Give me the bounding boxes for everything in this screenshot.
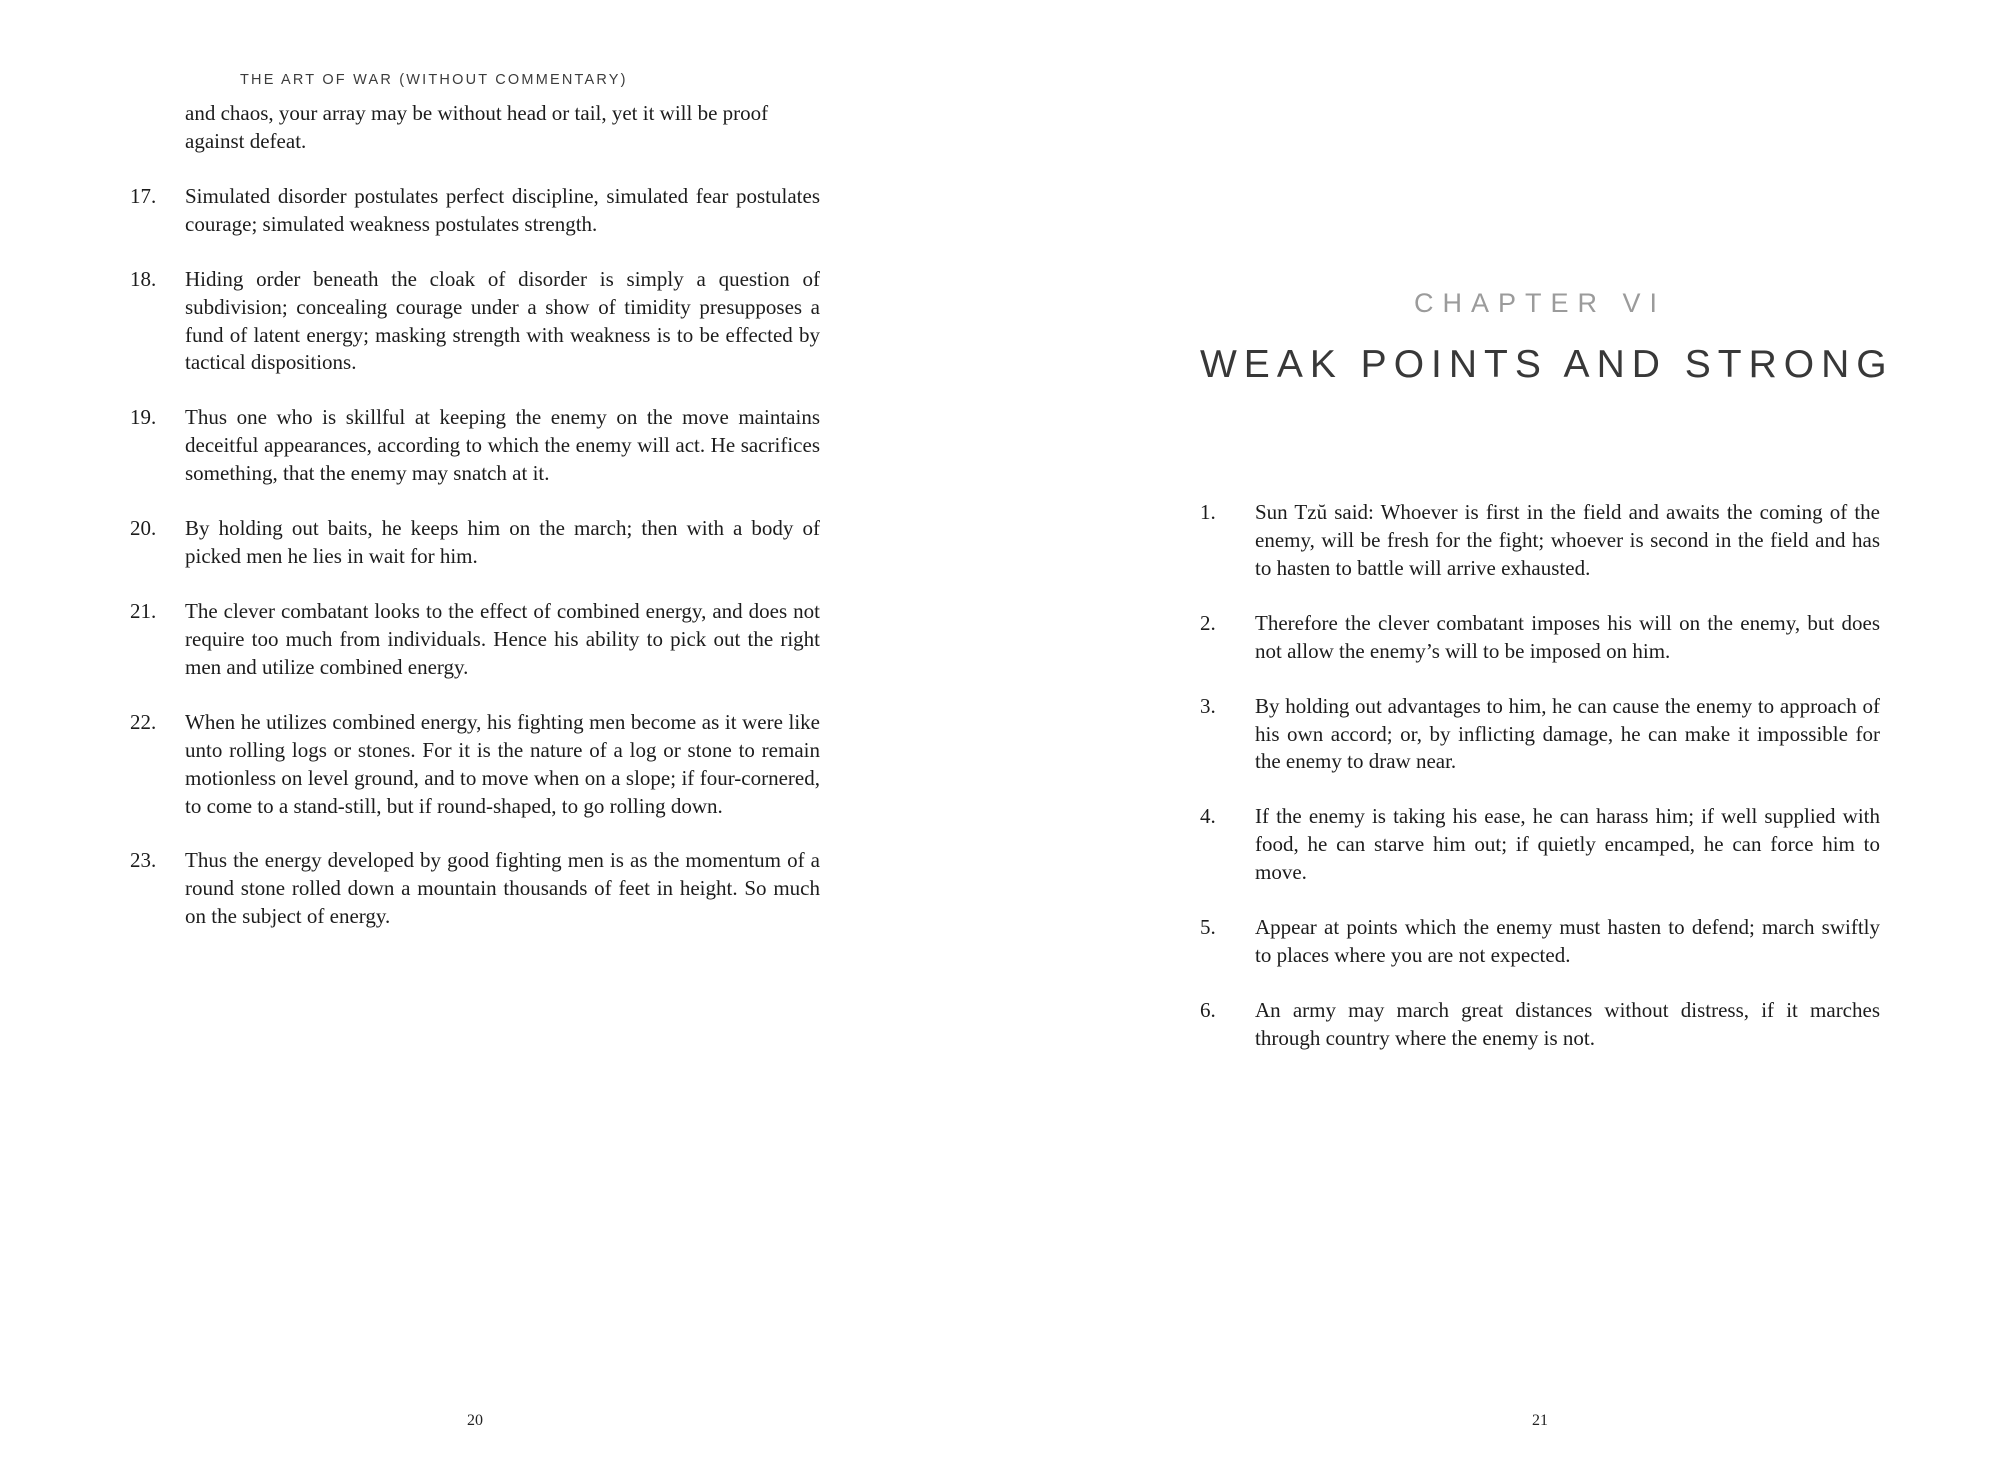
list-item xyxy=(1200,610,1880,666)
list-item xyxy=(130,183,820,239)
item-number: 1. xyxy=(1200,500,1216,524)
item-text: The clever combatant looks to the effect of combined energy, and does not require too much from individuals. Hence his ability to pick out the right men and utilize combined energy. xyxy=(185,598,820,679)
list-item xyxy=(1200,693,1880,777)
item-number: 23. xyxy=(130,848,157,873)
item-number: 22. xyxy=(130,709,157,734)
page-number-right: 21 xyxy=(1532,1412,1548,1429)
list-item xyxy=(1200,914,1880,970)
item-text: Therefore the clever combatant imposes his will on the enemy, but does not allow the enemy’s will to be imposed on him. xyxy=(1255,610,1880,663)
item-text: Hiding order beneath the cloak of disorder is simply a question of subdivision; concealing courage under a show of timidity presupposes a fund of latent energy; masking strength with weakness is to be effected by tactical dispositions. xyxy=(185,266,820,375)
item-number: 19. xyxy=(130,405,157,430)
chapter-title: WEAK POINTS AND STRONG xyxy=(1200,343,1894,386)
right-page-body xyxy=(1200,499,1880,1053)
item-text: Sun Tzŭ said: Whoever is first in the field and awaits the coming of the enemy, will be fresh for the fight; whoever is second in the field and has to hasten to battle will arrive exhausted. xyxy=(1255,500,1880,580)
item-number: 17. xyxy=(130,183,157,208)
item-number: 21. xyxy=(130,598,157,623)
list-item xyxy=(130,598,820,682)
item-number: 20. xyxy=(130,516,157,541)
list-item xyxy=(1200,499,1880,583)
running-header: THE ART OF WAR (WITHOUT COMMENTARY) xyxy=(240,72,628,88)
item-text: If the enemy is taking his ease, he can harass him; if well supplied with food, he can starve him out; if quietly encamped, he can force him to move. xyxy=(1255,804,1880,885)
list-item xyxy=(1200,803,1880,887)
item-text: When he utilizes combined energy, his fighting men become as it were like unto rolling logs or stones. For it is the nature of a log or stone to remain motionless on level ground, and to move when on a slope; if four-cornered, to come to a stand-still, but if round-shaped, to go rolling down. xyxy=(185,709,820,818)
item-text: An army may march great distances without distress, if it marches through country where the enemy is not. xyxy=(1255,997,1880,1050)
paragraph-continuation: and chaos, your array may be without head or tail, yet it will be proof against defeat. xyxy=(185,101,769,153)
item-number: 3. xyxy=(1200,693,1216,718)
left-page-body xyxy=(130,100,820,931)
list-item xyxy=(130,404,820,488)
list-item xyxy=(1200,997,1880,1053)
item-number: 4. xyxy=(1200,804,1216,829)
item-text: Thus the energy developed by good fighting men is as the momentum of a round stone rolled down a mountain thousands of feet in height. So much on the subject of energy. xyxy=(185,848,820,929)
item-number: 5. xyxy=(1200,915,1216,940)
item-text: By holding out baits, he keeps him on the march; then with a body of picked men he lies in wait for him. xyxy=(185,516,820,569)
chapter-label: CHAPTER VI xyxy=(1413,288,1667,318)
page-right xyxy=(1000,0,2000,1474)
list-item xyxy=(130,266,820,378)
item-number: 6. xyxy=(1200,997,1216,1022)
item-text: Appear at points which the enemy must hasten to defend; march swiftly to places where you are not expected. xyxy=(1255,915,1880,968)
item-text: Simulated disorder postulates perfect discipline, simulated fear postulates courage; simulated weakness postulates strength. xyxy=(185,183,820,236)
item-text: Thus one who is skillful at keeping the enemy on the move maintains deceitful appearances, according to which the enemy will act. He sacrifices something, that the enemy may snatch at it. xyxy=(185,405,820,486)
chapter-heading xyxy=(1200,288,1894,387)
item-text: By holding out advantages to him, he can cause the enemy to approach of his own accord; or, by inflicting damage, he can make it impossible for the enemy to draw near. xyxy=(1255,693,1880,774)
item-number: 2. xyxy=(1200,610,1216,635)
list-item xyxy=(130,709,820,821)
list-item xyxy=(130,515,820,571)
item-number: 18. xyxy=(130,266,157,291)
list-item xyxy=(130,847,820,931)
page-number-left: 20 xyxy=(467,1412,483,1429)
